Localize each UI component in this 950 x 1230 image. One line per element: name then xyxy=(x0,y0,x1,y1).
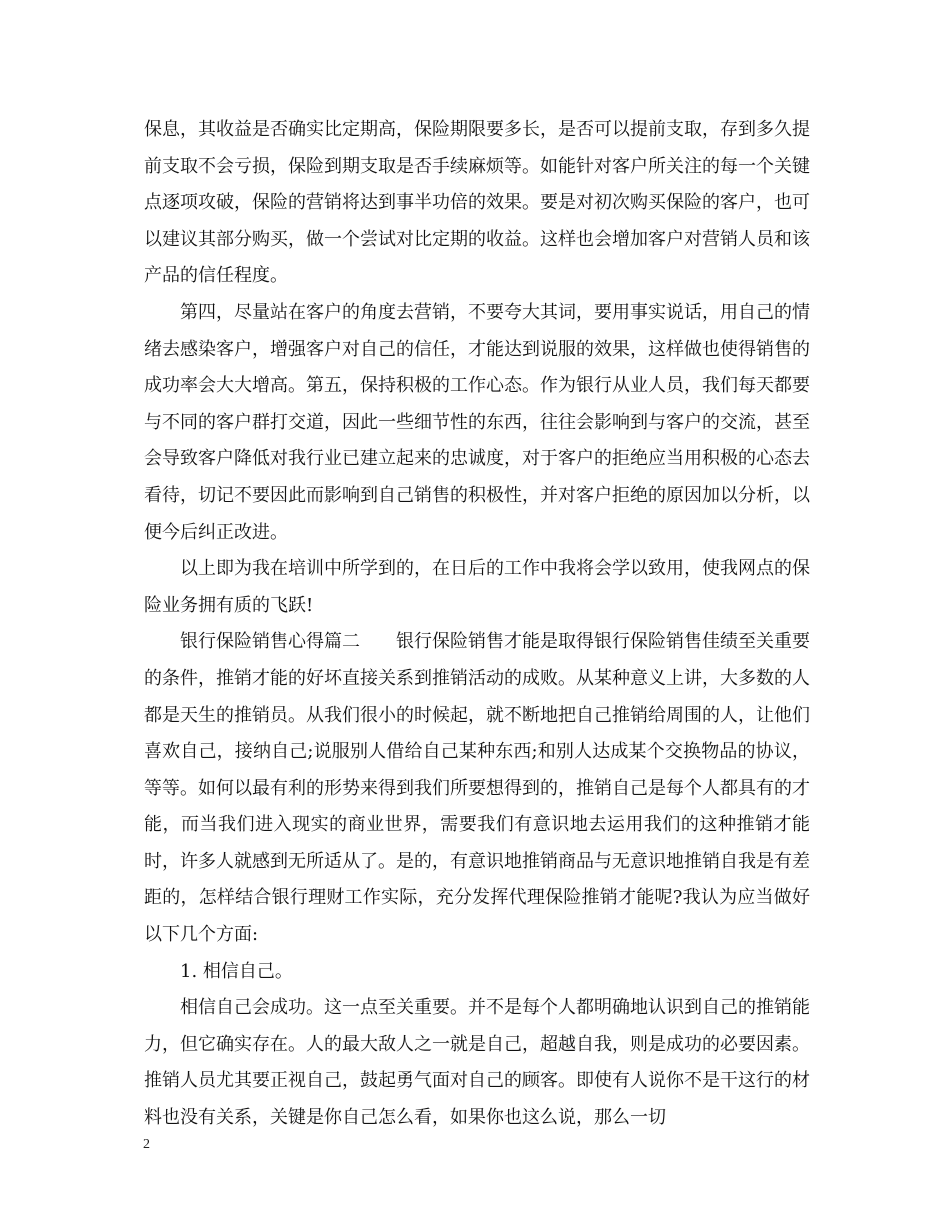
paragraph-believe-yourself: 相信自己会成功。这一点至关重要。并不是每个人都明确地认识到自己的推销能力，但它确实存在。人的最大敌人之一就是自己，超越自我，则是成功的必要因素。推销人员尤其要正视自己，鼓起勇气面对自己的顾客。即使有人说你不是干这行的材料也没有关系，关键是你自己怎么看，如果你也这么说，那么一切 xyxy=(144,997,810,1129)
list-item-heading-1: 1. 相信自己。 xyxy=(180,960,293,982)
paragraph-conclusion: 以上即为我在培训中所学到的，在日后的工作中我将会学以致用，使我网点的保险业务拥有质的飞跃! xyxy=(144,558,810,616)
paragraph-fourth-fifth-points: 第四，尽量站在客户的角度去营销，不要夸大其词，要用事实说话，用自己的情绪去感染客户，增强客户对自己的信任，才能达到说服的效果，这样做也使得销售的成功率会大大增高。第五，保持积极的工作心态。作为银行从业人员，我们每天都要与不同的客户群打交道，因此一些细节性的东西，往往会影响到与客户的交流，甚至会导致客户降低对我行业已建立起来的忠诚度，对于客户的拒绝应当用积极的心态去看待，切记不要因此而影响到自己销售的积极性，并对客户拒绝的原因加以分析，以便今后纠正改进。 xyxy=(144,301,810,543)
paragraph-article-two-intro: 银行保险销售心得篇二 银行保险销售才能是取得银行保险销售佳绩至关重要的条件，推销才能的好坏直接关系到推销活动的成败。从某种意义上讲，大多数的人都是天生的推销员。从我们很小的时候起，就不断地把自己推销给周围的人，让他们喜欢自己，接纳自己;说服别人借给自己某种东西;和别人达成某个交换物品的协议，等等。如何以最有利的形势来得到我们所要想得到的，推销自己是每个人都具有的才能，而当我们进入现实的商业世界，需要我们有意识地去运用我们的这种推销才能时，许多人就感到无所适从了。是的，有意识地推销商品与无意识地推销自我是有差距的，怎样结合银行理财工作实际，充分发挥代理保险推销才能呢?我认为应当做好以下几个方面: xyxy=(144,631,810,946)
body-text xyxy=(144,112,810,1137)
page-number: 2 xyxy=(143,1137,150,1152)
paragraph-continuation: 保息，其收益是否确实比定期高，保险期限要多长，是否可以提前支取，存到多久提前支取不会亏损，保险到期支取是否手续麻烦等。如能针对客户所关注的每一个关键点逐项攻破，保险的营销将达到事半功倍的效果。要是对初次购买保险的客户，也可以建议其部分购买，做一个尝试对比定期的收益。这样也会增加客户对营销人员和该产品的信任程度。 xyxy=(144,119,810,287)
